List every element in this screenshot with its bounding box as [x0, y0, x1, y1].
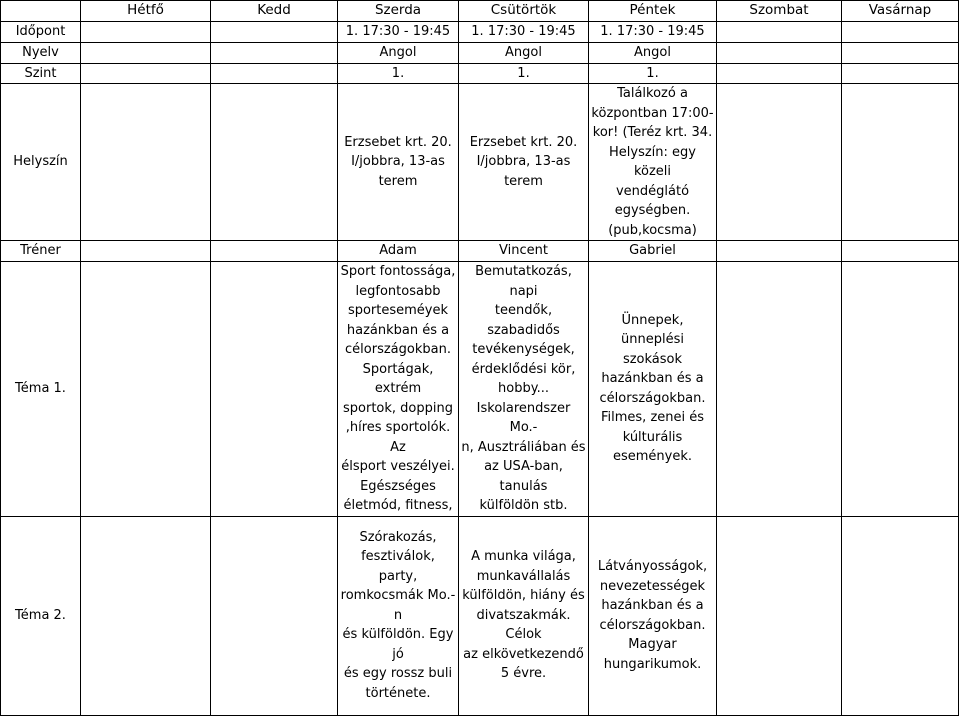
cell-tema1-thursday: Bemutatkozás, napi teendők, szabadidős tevékenységek, érdeklődési kör, hobby... Iskolarendszer Mo.- n, Ausztráliában és az USA-ban, tanulás külföldön stb. — [459, 262, 589, 517]
cell-tema2-sunday — [842, 516, 959, 715]
day-header-tuesday: Kedd — [211, 1, 338, 22]
cell-tema2-monday — [81, 516, 211, 715]
row-szint — [1, 63, 959, 84]
cell-tema2-wednesday: Szórakozás, fesztiválok, party, romkocsmák Mo.-n és külföldön. Egy jó és egy rossz buli története. — [338, 516, 459, 715]
header-row — [1, 1, 959, 22]
row-label-nyelv: Nyelv — [1, 43, 81, 64]
cell-trener-saturday — [717, 241, 842, 262]
row-label-idopont: Időpont — [1, 22, 81, 43]
row-label-tema2: Téma 2. — [1, 516, 81, 715]
row-label-helyszin: Helyszín — [1, 84, 81, 241]
cell-tema1-sunday — [842, 262, 959, 517]
cell-tema1-friday: Ünnepek, ünneplési szokások hazánkban és a célországokban. Filmes, zenei és kúlturális események. — [589, 262, 717, 517]
cell-idopont-saturday — [717, 22, 842, 43]
cell-szint-saturday — [717, 63, 842, 84]
cell-tema2-thursday: A munka világa, munkavállalás külföldön, hiány és divatszakmák. Célok az elkövetkezendő 5 évre. — [459, 516, 589, 715]
cell-trener-friday: Gabriel — [589, 241, 717, 262]
row-label-tema1: Téma 1. — [1, 262, 81, 517]
cell-tema1-tuesday — [211, 262, 338, 517]
row-idopont — [1, 22, 959, 43]
day-header-monday: Hétfő — [81, 1, 211, 22]
cell-szint-thursday: 1. — [459, 63, 589, 84]
cell-idopont-monday — [81, 22, 211, 43]
cell-helyszin-tuesday — [211, 84, 338, 241]
cell-szint-monday — [81, 63, 211, 84]
cell-trener-monday — [81, 241, 211, 262]
cell-nyelv-monday — [81, 43, 211, 64]
day-header-thursday: Csütörtök — [459, 1, 589, 22]
cell-idopont-thursday: 1. 17:30 - 19:45 — [459, 22, 589, 43]
cell-tema1-wednesday: Sport fontossága, legfontosabb sporteseméyek hazánkban és a célországokban. Sportágak, extrém sportok, dopping ,híres sportolók. Az élsport veszélyei. Egészséges életmód, fitness, — [338, 262, 459, 517]
day-header-wednesday: Szerda — [338, 1, 459, 22]
cell-nyelv-wednesday: Angol — [338, 43, 459, 64]
corner-cell — [1, 1, 81, 22]
cell-helyszin-thursday: Erzsebet krt. 20. I/jobbra, 13-as terem — [459, 84, 589, 241]
cell-trener-sunday — [842, 241, 959, 262]
row-nyelv — [1, 43, 959, 64]
row-label-trener: Tréner — [1, 241, 81, 262]
cell-tema2-tuesday — [211, 516, 338, 715]
cell-tema2-friday: Látványosságok, nevezetességek hazánkban és a célországokban. Magyar hungarikumok. — [589, 516, 717, 715]
cell-szint-tuesday — [211, 63, 338, 84]
row-helyszin — [1, 84, 959, 241]
row-label-szint: Szint — [1, 63, 81, 84]
cell-szint-wednesday: 1. — [338, 63, 459, 84]
cell-tema1-saturday — [717, 262, 842, 517]
cell-nyelv-tuesday — [211, 43, 338, 64]
cell-tema1-monday — [81, 262, 211, 517]
cell-nyelv-saturday — [717, 43, 842, 64]
cell-nyelv-sunday — [842, 43, 959, 64]
cell-helyszin-saturday — [717, 84, 842, 241]
row-trener — [1, 241, 959, 262]
cell-idopont-tuesday — [211, 22, 338, 43]
cell-helyszin-sunday — [842, 84, 959, 241]
cell-idopont-wednesday: 1. 17:30 - 19:45 — [338, 22, 459, 43]
cell-szint-friday: 1. — [589, 63, 717, 84]
row-tema1 — [1, 262, 959, 517]
cell-tema2-saturday — [717, 516, 842, 715]
cell-trener-wednesday: Adam — [338, 241, 459, 262]
row-tema2 — [1, 516, 959, 715]
cell-helyszin-wednesday: Erzsebet krt. 20. I/jobbra, 13-as terem — [338, 84, 459, 241]
cell-nyelv-thursday: Angol — [459, 43, 589, 64]
cell-idopont-friday: 1. 17:30 - 19:45 — [589, 22, 717, 43]
cell-helyszin-friday: Találkozó a központban 17:00- kor! (Teréz krt. 34. Helyszín: egy közeli vendéglátó egységben. (pub,kocsma) — [589, 84, 717, 241]
day-header-friday: Péntek — [589, 1, 717, 22]
cell-helyszin-monday — [81, 84, 211, 241]
cell-trener-thursday: Vincent — [459, 241, 589, 262]
schedule-body — [1, 1, 959, 716]
cell-trener-tuesday — [211, 241, 338, 262]
day-header-sunday: Vasárnap — [842, 1, 959, 22]
cell-szint-sunday — [842, 63, 959, 84]
cell-nyelv-friday: Angol — [589, 43, 717, 64]
day-header-saturday: Szombat — [717, 1, 842, 22]
cell-idopont-sunday — [842, 22, 959, 43]
